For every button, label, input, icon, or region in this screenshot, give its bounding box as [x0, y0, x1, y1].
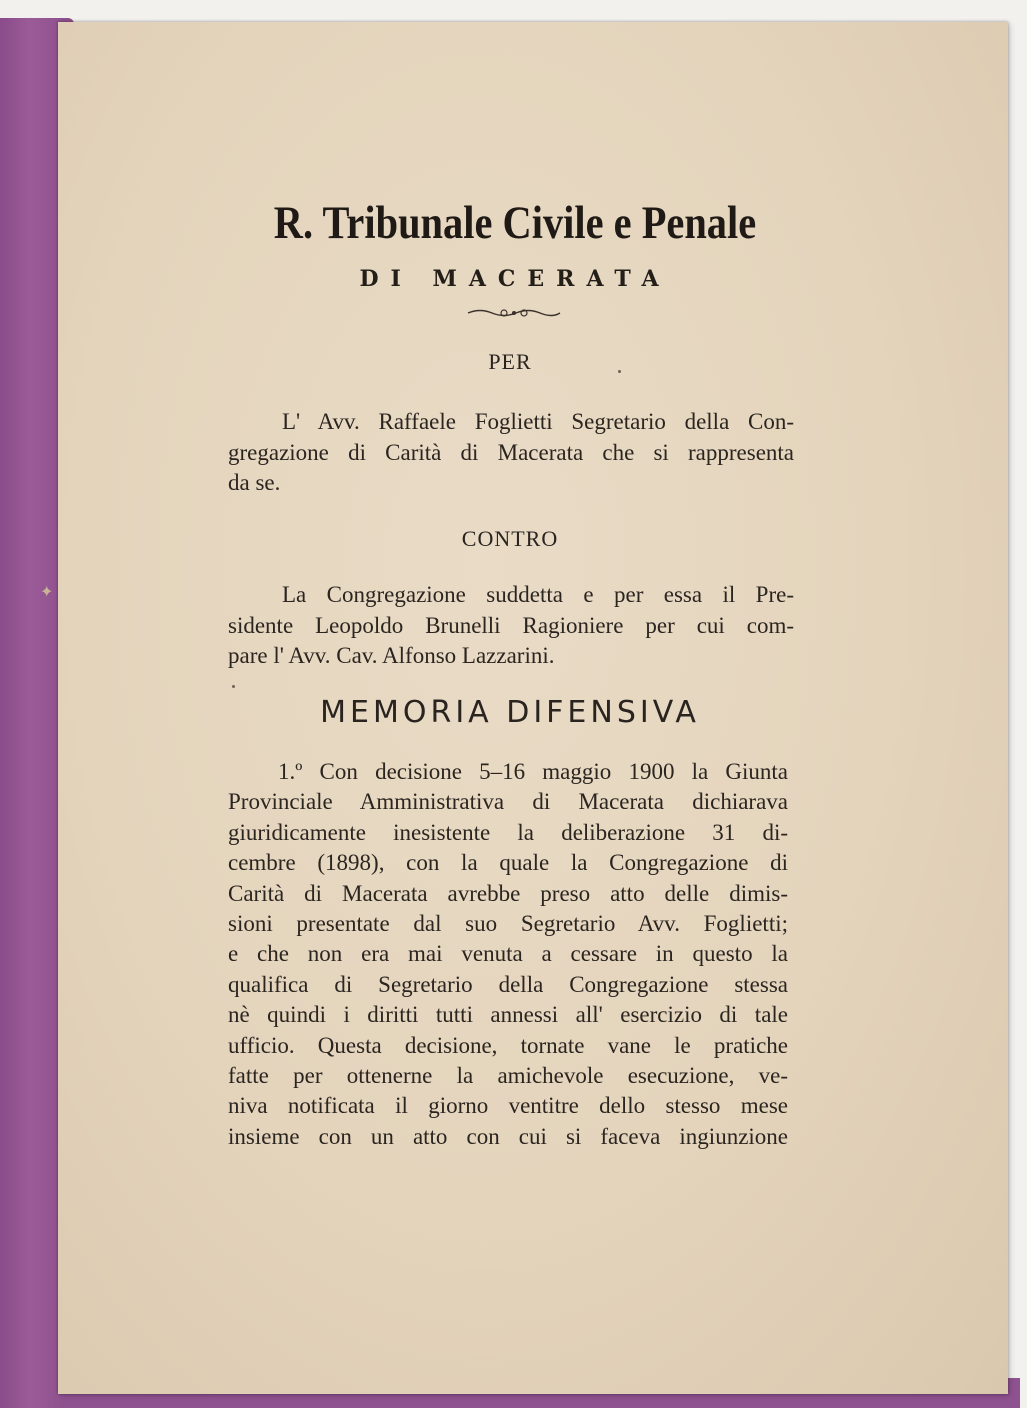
body-line: Carità di Macerata avrebbe preso atto delle dimis-	[228, 880, 788, 906]
body-line: cembre (1898), con la quale la Congregazione di	[228, 850, 788, 876]
party-one-line: da se.	[228, 470, 281, 495]
per-label: PER	[488, 349, 532, 374]
document-subtitle: DI MACERATA	[359, 266, 671, 292]
party-two-line: pare l' Avv. Cav. Alfonso Lazzarini.	[228, 643, 555, 668]
speck	[618, 370, 621, 373]
party-one-paragraph	[228, 407, 794, 499]
body-line: insieme con un atto con cui si faceva ingiunzione	[228, 1123, 788, 1149]
body-line: 1.º Con decisione 5–16 maggio 1900 la Giunta	[278, 759, 788, 784]
body-line: sioni presentate dal suo Segretario Avv. Foglietti;	[228, 911, 788, 937]
body-line: qualifica di Segretario della Congregazione stessa	[228, 971, 788, 997]
body-paragraph	[228, 757, 788, 1152]
body-line: Provinciale Amministrativa di Macerata dichiarava	[228, 789, 788, 815]
body-line: e che non era mai venuta a cessare in questo la	[228, 941, 788, 967]
binding-stitch-icon: ✦	[40, 582, 54, 601]
party-one-line: L' Avv. Raffaele Foglietti Segretario della Con-	[282, 409, 794, 434]
ornament-flourish-icon	[466, 306, 562, 320]
body-line: nè quindi i diritti tutti annessi all' esercizio di tale	[228, 1002, 788, 1028]
section-heading: MEMORIA DIFENSIVA	[320, 695, 700, 730]
body-line: ufficio. Questa decisione, tornate vane le pratiche	[228, 1032, 788, 1058]
party-two-line: La Congregazione suddetta e per essa il Pre-	[282, 582, 794, 607]
party-one-line: gregazione di Carità di Macerata che si rappresenta	[228, 439, 794, 465]
body-line: fatte per ottenerne la amichevole esecuzione, ve-	[228, 1063, 788, 1089]
party-two-line: sidente Leopoldo Brunelli Ragioniere per cui com-	[228, 612, 794, 638]
party-two-paragraph	[228, 580, 794, 672]
body-line: niva notificata il giorno ventitre dello stesso mese	[228, 1093, 788, 1119]
contro-label: CONTRO	[461, 526, 559, 551]
speck	[232, 685, 235, 688]
document-title: R. Tribunale Civile e Penale	[273, 197, 757, 249]
body-line: giuridicamente inesistente la deliberazione 31 di-	[228, 819, 788, 845]
